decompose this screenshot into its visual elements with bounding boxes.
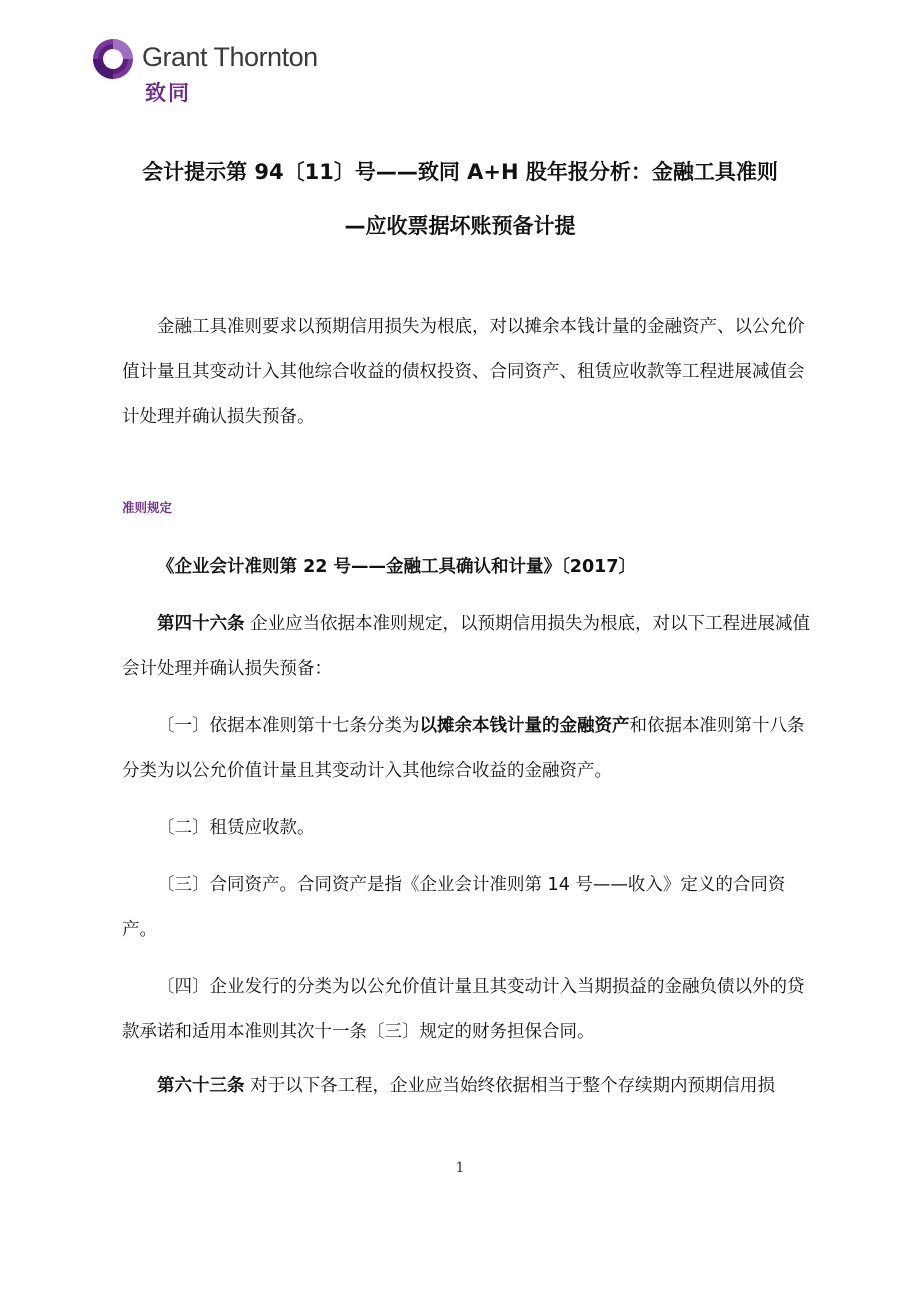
item-4: 〔四〕企业发行的分类为以公允价值计量且其变动计入当期损益的金融负债以外的贷款承诺和适用本准则其次十一条〔三〕规定的财务担保合同。 <box>122 977 805 1042</box>
item-1-prefix: 〔一〕依据本准则第十七条分类为 <box>157 716 420 736</box>
section-label: 准则规定 <box>122 500 173 515</box>
article-46-label: 第四十六条 <box>157 614 245 634</box>
item-2: 〔二〕租赁应收款。 <box>157 818 315 838</box>
item-1 <box>122 704 812 794</box>
article-63-text: 对于以下各工程，企业应当始终依据相当于整个存续期内预期信用损 <box>244 1076 776 1096</box>
document-title <box>100 145 820 253</box>
intro-paragraph: 金融工具准则要求以预期信用损失为根底，对以摊余本钱计量的金融资产、以公允价值计量且其变动计入其他综合收益的债权投资、合同资产、租赁应收款等工程进展减值会计处理并确认损失预备。 <box>122 317 805 427</box>
title-line-1: 会计提示第 94〔11〕号——致同 A+H 股年报分析：金融工具准则 <box>142 160 778 184</box>
grant-thornton-logo-icon <box>92 38 134 80</box>
item-1-emphasis: 以摊余本钱计量的金融资产 <box>419 716 630 736</box>
article-46-text: 企业应当依据本准则规定，以预期信用损失为根底，对以下工程进展减值会计处理并确认损失预备： <box>122 614 811 679</box>
brand-name: Grant Thornton <box>142 42 318 72</box>
article-63-label: 第六十三条 <box>157 1076 245 1096</box>
article-63 <box>122 1064 812 1109</box>
item-3: 〔三〕合同资产。合同资产是指《企业会计准则第 14 号——收入》定义的合同资产。 <box>122 875 786 940</box>
brand-chinese-name: 致同 <box>145 81 191 105</box>
brand-logo <box>92 38 352 108</box>
item-1-suffix: 和依据本准则第十八条分类为以公允价值计量且其变动计入其他综合收益的金融资产。 <box>122 716 805 781</box>
title-line-2: —应收票据坏账预备计提 <box>344 214 576 238</box>
article-46 <box>122 602 812 692</box>
standard-reference: 《企业会计准则第 22 号——金融工具确认和计量》〔2017〕 <box>157 557 636 577</box>
page-number: 1 <box>455 1160 465 1176</box>
